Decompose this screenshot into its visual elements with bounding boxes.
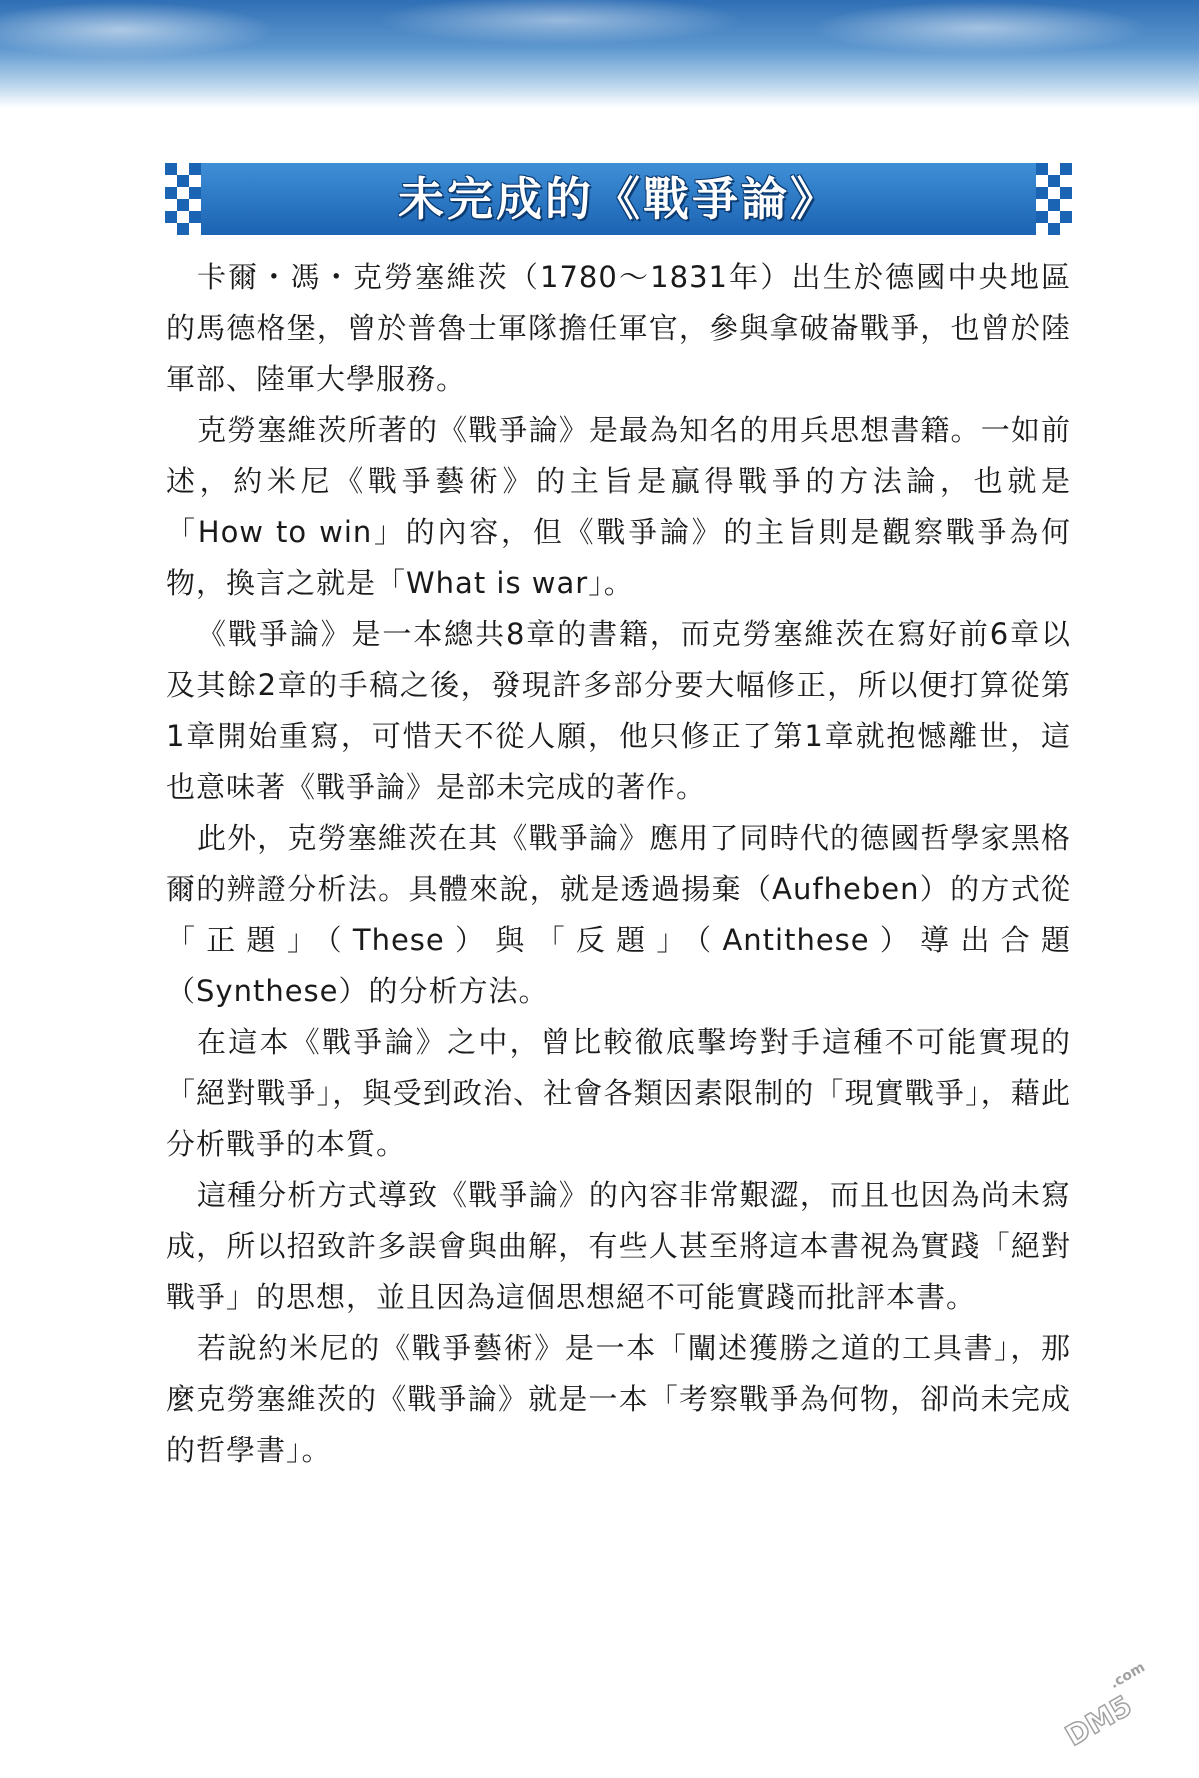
paragraph: 這種分析方式導致《戰爭論》的內容非常艱澀，而且也因為尚未寫成，所以招致許多誤會與曲解，有些人甚至將這本書視為實踐「絕對戰爭」的思想，並且因為這個思想絕不可能實踐而批評本書。 [166, 1178, 1071, 1314]
article-body [166, 252, 1071, 1476]
page-title: 未完成的《戰爭論》 [398, 172, 839, 226]
paragraph: 在這本《戰爭論》之中，曾比較徹底擊垮對手這種不可能實現的「絕對戰爭」，與受到政治、社會各類因素限制的「現實戰爭」，藉此分析戰爭的本質。 [166, 1025, 1071, 1161]
section-title-bar [165, 163, 1072, 235]
paragraph: 克勞塞維茨所著的《戰爭論》是最為知名的用兵思想書籍。一如前述，約米尼《戰爭藝術》的主旨是贏得戰爭的方法論，也就是「How to win」的內容，但《戰爭論》的主旨則是觀察戰爭為何物，換言之就是「What is war」。 [166, 413, 1071, 600]
paragraph: 卡爾・馮・克勞塞維茨（1780～1831年）出生於德國中央地區的馬德格堡，曾於普魯士軍隊擔任軍官，參與拿破崙戰爭，也曾於陸軍部、陸軍大學服務。 [166, 260, 1071, 396]
paragraph: 《戰爭論》是一本總共8章的書籍，而克勞塞維茨在寫好前6章以及其餘2章的手稿之後，發現許多部分要大幅修正，所以便打算從第1章開始重寫，可惜天不從人願，他只修正了第1章就抱憾離世，這也意味著《戰爭論》是部未完成的著作。 [166, 617, 1071, 804]
watermark-suffix: .com [1107, 1659, 1148, 1693]
paragraph: 若說約米尼的《戰爭藝術》是一本「闡述獲勝之道的工具書」，那麼克勞塞維茨的《戰爭論》就是一本「考察戰爭為何物，卻尚未完成的哲學書」。 [166, 1331, 1071, 1467]
paragraph: 此外，克勞塞維茨在其《戰爭論》應用了同時代的德國哲學家黑格爾的辨證分析法。具體來說，就是透過揚棄（Aufheben）的方式從「正題」（These）與「反題」（Antithese）導出合題（Synthese）的分析方法。 [166, 821, 1071, 1008]
sky-header-banner [0, 0, 1199, 108]
site-watermark-logo [1039, 1648, 1183, 1777]
watermark-text: DM5 [1059, 1688, 1138, 1753]
